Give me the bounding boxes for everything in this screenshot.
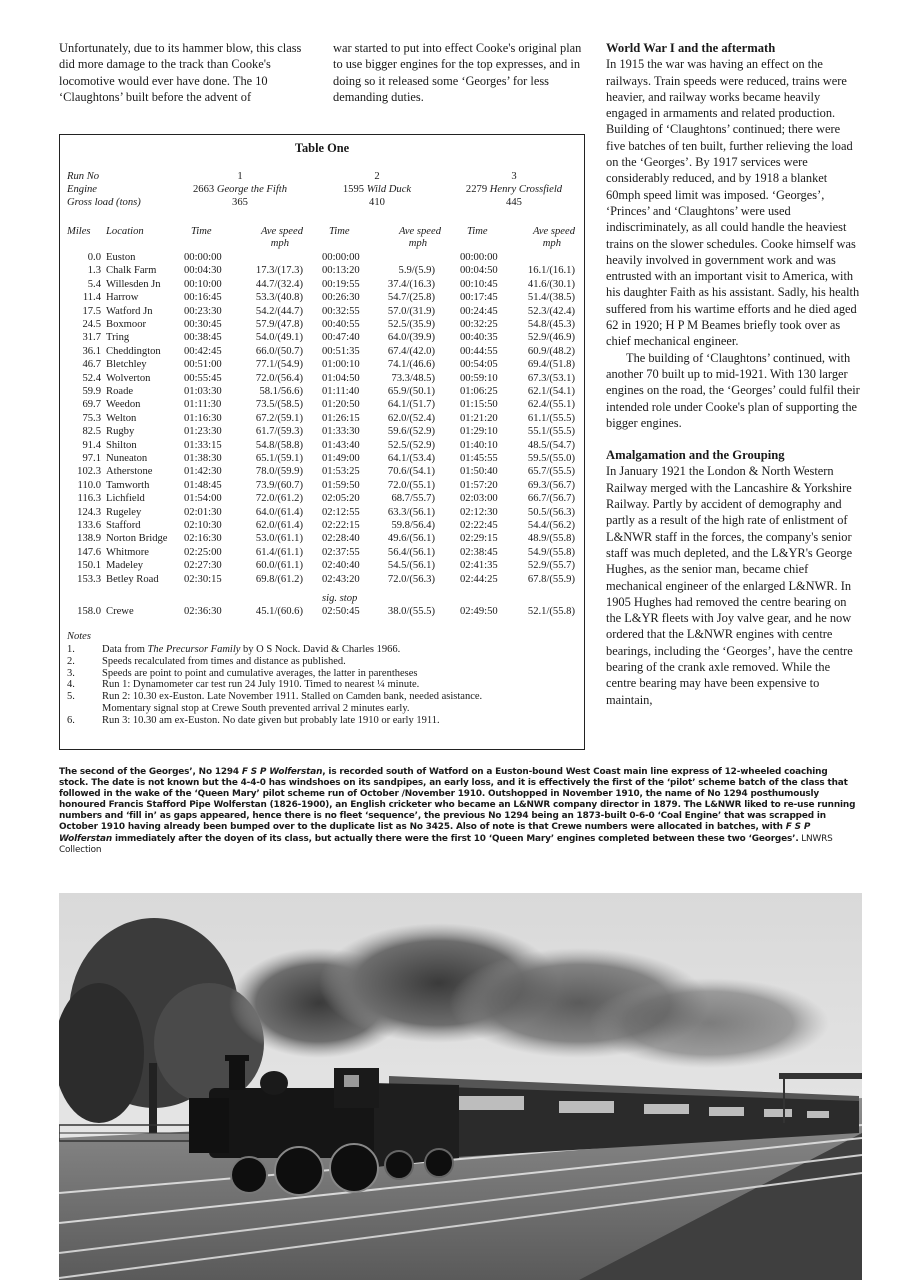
table-cell: 02:40:40: [322, 560, 360, 572]
table-cell: Lichfield: [106, 493, 145, 505]
table-cell: 00:10:00: [184, 278, 222, 290]
note-6: 6. Run 3: 10.30 am ex-Euston. No date given but probably late 1910 or early 1911.: [67, 714, 440, 726]
table-cell: 69.7: [82, 399, 101, 411]
table-cell: 54.8/(58.8): [255, 439, 303, 451]
table-cell: 69.3/(56.7): [527, 479, 575, 491]
table-cell: 52.5/(35.9): [387, 319, 435, 330]
dome: [260, 1071, 288, 1095]
table-cell: Welton: [106, 412, 137, 424]
table-cell: 37.4/(16.3): [387, 278, 435, 290]
table-cell: Chalk Farm: [106, 265, 157, 277]
table-cell: 5.4: [87, 278, 101, 290]
table-cell: 01:54:00: [184, 493, 222, 505]
table-cell: Atherstone: [106, 466, 153, 478]
paragraph-ww1: In 1915 the war was having an effect on the railways. Train speeds were reduced, trains were heavier, and railway works became heavily engaged in armaments and related production. Building of ‘Claughtons’ continued; there were five batches of ten built, further relieving the load on the ‘Georges’. By 1917 services were considerably reduced, and by 1918 a blanket 60mph speed limit was imposed. ‘Georges’, ‘Princes’ and ‘Claughtons’ were used indiscriminately, as all could handle the heaviest trains on the slower schedules. Cooke himself was heavily involved in government work and was entrusted with an important visit to America, with his daughter Faith as his assistant. Sadly, his health suffered from his wartime efforts and he died aged 62 in 1920; H P M Beames briefly took over as chief mechanical engineer.: [606, 57, 860, 349]
table-cell: 02:41:35: [460, 560, 498, 572]
table-cell: 1.3: [87, 265, 101, 277]
table-cell: 00:26:30: [322, 292, 360, 304]
table-cell: 52.9/(46.9): [527, 332, 575, 344]
table-cell: 01:04:50: [322, 372, 360, 384]
table-cell: 00:40:35: [460, 332, 498, 344]
table-cell: 62.4/(55.1): [527, 399, 575, 411]
table-cell: 02:16:30: [184, 533, 222, 545]
table-cell: 52.4: [82, 372, 101, 384]
table-cell: 02:28:40: [322, 533, 360, 545]
table-cell: 00:40:55: [322, 319, 360, 330]
section-heading-grouping: Amalgamation and the Grouping: [606, 448, 785, 463]
table-cell: 01:59:50: [322, 479, 360, 491]
table-cell: 36.1: [82, 345, 101, 357]
table-cell: 02:27:30: [184, 560, 222, 572]
paragraph-claughtons: The building of ‘Claughtons’ continued, with another 70 built up to mid-1921. With 130 larger engines on the road, the ‘Georges’ could fulfil their intended role under Cooke's plan of supporting the bigger engines.: [606, 350, 860, 430]
table-cell: 00:30:45: [184, 319, 222, 330]
table-cell: 00:54:05: [460, 359, 498, 371]
run-3-engine: 2279 Henry Crossfield: [465, 184, 563, 195]
table-cell: 153.3: [77, 573, 101, 585]
table-cell: Bletchley: [106, 359, 147, 371]
locomotive-photo-illustration: [59, 893, 862, 1280]
table-cell: 124.3: [77, 506, 101, 518]
table-cell: 00:04:30: [184, 265, 222, 277]
table-cell: 00:19:55: [322, 278, 360, 290]
table-cell: 72.0/(56.4): [255, 372, 303, 384]
table-cell: 01:38:30: [184, 453, 222, 464]
table-cell: 02:22:15: [322, 520, 360, 531]
table-cell: Crewe: [106, 606, 134, 617]
table-cell: 60.0/(61.1): [255, 560, 303, 572]
table-cell: 00:10:45: [460, 278, 498, 290]
table-cell: 67.3/(53.1): [527, 372, 575, 384]
table-cell: 00:51:00: [184, 359, 222, 371]
table-cell: 57.9/(47.8): [255, 319, 303, 330]
table-cell: 01:48:45: [184, 479, 222, 491]
table-cell: 54.0/(49.1): [255, 332, 303, 344]
intro-text-middle: war started to put into effect Cooke's original plan to use bigger engines for the top expresses, and in doing so it released some ‘Georges’ for less demanding duties.: [333, 41, 582, 104]
table-cell: 01:42:30: [184, 466, 222, 478]
table-cell: 48.5/(54.7): [527, 439, 575, 451]
table-cell: 56.4/(56.1): [387, 546, 435, 558]
table-cell: 00:32:25: [460, 319, 498, 330]
table-cell: Willesden Jn: [106, 278, 161, 290]
table-cell: 91.4: [82, 439, 101, 451]
table-cell: 46.7: [82, 359, 101, 371]
table-cell: 133.6: [77, 520, 101, 531]
table-cell: 5.9/(5.9): [398, 265, 435, 277]
table-cell: 24.5: [82, 319, 101, 330]
table-cell: 00:55:45: [184, 372, 222, 384]
table-cell: Rugby: [106, 426, 135, 438]
header-mph-3: mph: [542, 238, 561, 249]
table-cell: 59.5/(55.0): [527, 453, 575, 464]
table-cell: 01:40:10: [460, 439, 498, 451]
table-cell: 01:21:20: [460, 412, 498, 424]
table-cell: Tring: [106, 332, 130, 344]
label-run-no: Run No: [67, 171, 100, 182]
table-cell: 00:00:00: [322, 252, 360, 263]
table-cell: 54.9/(55.8): [527, 546, 575, 558]
table-cell: 57.0/(31.9): [387, 305, 435, 317]
note-3: 3. Speeds are point to point and cumulative averages, the latter in parentheses: [67, 667, 418, 679]
table-cell: 66.7/(56.7): [527, 493, 575, 505]
header-location: Location: [106, 226, 144, 237]
table-cell: 02:25:00: [184, 546, 222, 558]
table-cell: 02:29:15: [460, 533, 498, 545]
table-cell: 97.1: [82, 453, 101, 464]
table-cell: 61.4/(61.1): [255, 546, 303, 558]
table-cell: 48.9/(55.8): [527, 533, 575, 545]
table-cell: 00:38:45: [184, 332, 222, 344]
table-cell: 01:50:40: [460, 466, 498, 478]
table-cell: 51.4/(38.5): [527, 292, 575, 304]
run-1-number: 1: [237, 171, 243, 182]
table-cell: 01:49:00: [322, 453, 360, 464]
table-cell: 00:44:55: [460, 345, 498, 357]
note-5-continued: Momentary signal stop at Crewe South prevented arrival 2 minutes early.: [102, 702, 410, 714]
table-cell: 02:10:30: [184, 520, 222, 531]
table-cell: 00:24:45: [460, 305, 498, 317]
table-cell: 150.1: [77, 560, 101, 572]
table-cell: 01:29:10: [460, 426, 498, 438]
table-cell: 54.4/(56.2): [527, 520, 575, 531]
table-cell: 01:11:40: [322, 386, 360, 397]
table-cell: 02:50:45: [322, 606, 360, 617]
table-cell: 59.6/(52.9): [387, 426, 435, 438]
notes-title: Notes: [67, 631, 91, 642]
table-cell: 72.0/(55.1): [387, 479, 435, 491]
intro-text-left: Unfortunately, due to its hammer blow, this class did more damage to the track than Cooke's locomotive would ever have done. The 10 ‘Claughtons’ built before the advent of: [59, 41, 302, 104]
table-cell: 64.1/(53.4): [387, 453, 435, 464]
table-cell: 02:22:45: [460, 520, 498, 531]
table-cell: 68.7/55.7): [391, 493, 435, 505]
chimney: [229, 1058, 245, 1090]
table-cell: 54.5/(56.1): [387, 560, 435, 572]
table-cell: 02:38:45: [460, 546, 498, 558]
table-cell: 17.5: [82, 305, 101, 317]
table-cell: 69.8/(61.2): [255, 573, 303, 585]
table-cell: 52.1/(55.8): [527, 606, 575, 617]
table-cell: 64.0/(61.4): [255, 506, 303, 518]
table-cell: 49.6/(56.1): [387, 533, 435, 545]
table-cell: 65.1/(59.1): [255, 453, 303, 464]
table-cell: 62.0/(61.4): [255, 520, 303, 531]
header-time-1: Time: [191, 226, 212, 237]
table-cell: 00:59:10: [460, 372, 498, 384]
table-cell: 72.0/(61.2): [255, 493, 303, 505]
run-1-engine: 2663 George the Fifth: [192, 184, 288, 195]
table-cell: 00:00:00: [184, 252, 222, 263]
table-cell: Stafford: [106, 520, 141, 531]
photo-caption: The second of the Georges’, No 1294 F S P Wolferstan, is recorded south of Watford on a Euston-bound West Coast main line express of 12-wheeled coaching stock. The date is not known but the 4-4-0 has windshoes on its sandpipes, an early loss, and it is effectively the first of the ‘pilot’ scheme batch of the class that followed in the wake of the ‘Queen Mary’ pilot scheme run of October /November 1910. Outshopped in November 1910, the name of No 1294 posthumously honoured Francis Stafford Pipe Wolferstan (1826-1900), an English cricketer who became an L&NWR company director in 1879. The L&NWR liked to re-use running numbers and ‘fill in’ as gaps appeared, hence there is no fleet ‘sequence’, the previous No 1294 being an 1873-built 0-6-0 ‘Coal Engine’ that was scrapped in October 1910 having already been bumped over to the duplicate list as No 3425. Also of note is that Crewe numbers were allocated in batches, with F S P Wolferstan immediately after the doyen of its class, but actually there were the first 10 ‘Queen Mary’ engines completed between these two ‘Georges’. LNWRS Collection: [59, 767, 856, 855]
table-cell: Boxmoor: [106, 319, 147, 330]
table-cell: 44.7/(32.4): [255, 278, 303, 290]
table-cell: 41.6/(30.1): [527, 278, 575, 290]
table-cell: 01:06:25: [460, 386, 498, 397]
table-cell: 63.3/(56.1): [387, 506, 435, 518]
table-cell: 62.0/(52.4): [387, 412, 435, 424]
table-cell: 00:42:45: [184, 345, 222, 357]
table-cell: Whitmore: [106, 546, 149, 558]
note-1: 1. Data from The Precursor Family by O S Nock. David & Charles 1966.: [67, 644, 401, 655]
table-cell: 02:49:50: [460, 606, 498, 617]
table-cell: 11.4: [82, 292, 101, 304]
table-cell: 65.9/(50.1): [387, 386, 435, 397]
table-cell: 17.3/(17.3): [255, 265, 303, 277]
table-cell: 01:33:15: [184, 439, 222, 451]
table-cell: 01:33:30: [322, 426, 360, 438]
table-cell: 01:20:50: [322, 399, 360, 411]
table-cell: 01:26:15: [322, 412, 360, 424]
table-cell: 00:17:45: [460, 292, 498, 304]
table-cell: 70.6/(54.1): [387, 466, 435, 478]
table-cell: Roade: [106, 386, 134, 397]
table-cell: 00:00:00: [460, 252, 498, 263]
header-mph-2: mph: [408, 238, 427, 249]
table-cell: 53.3/(40.8): [255, 292, 303, 304]
signal-gantry: [779, 1073, 862, 1079]
table-cell: 78.0/(59.9): [255, 466, 303, 478]
table-title: Table One: [294, 141, 350, 155]
table-cell: 61.1/(55.5): [527, 412, 575, 424]
table-cell: Cheddington: [106, 345, 161, 357]
table-cell: 158.0: [77, 606, 101, 617]
sig-stop-note: sig. stop: [322, 593, 358, 604]
table-cell: Weedon: [106, 399, 141, 411]
header-time-2: Time: [329, 226, 350, 237]
table-cell: 77.1/(54.9): [255, 359, 303, 371]
header-miles: Miles: [67, 226, 91, 237]
table-cell: 02:12:55: [322, 506, 360, 518]
table-cell: 01:11:30: [184, 399, 222, 411]
table-cell: 62.1/(54.1): [527, 386, 575, 397]
note-2: 2. Speeds recalculated from times and distance as published.: [67, 655, 346, 667]
driving-wheel: [275, 1147, 323, 1195]
table-cell: 73.9/(60.7): [255, 479, 303, 491]
table-notes: [67, 631, 577, 727]
run-2-number: 2: [374, 171, 380, 182]
table-cell: 00:04:50: [460, 265, 498, 277]
table-cell: 01:45:55: [460, 453, 498, 464]
table-cell: 72.0/(56.3): [387, 573, 435, 585]
table-cell: 01:53:25: [322, 466, 360, 478]
bogie-wheel: [231, 1157, 267, 1193]
table-cell: 02:12:30: [460, 506, 498, 518]
table-cell: Wolverton: [106, 372, 151, 384]
table-cell: Harrow: [106, 292, 139, 304]
right-column: [606, 40, 862, 708]
table-cell: 01:16:30: [184, 412, 222, 424]
table-cell: 01:15:50: [460, 399, 498, 411]
table-cell: 61.7/(59.3): [255, 426, 303, 438]
paragraph-grouping: In January 1921 the London & North Western Railway merged with the Lancashire & Yorkshire Railway. Partly by accident of demography and partly as a result of the high rate of enlistment of L&NWR staff in the forces, the company's senior staff was much depleted, and the L&YR's George Hughes, as the senior man, became chief mechanical engineer of the enlarged L&NWR. In 1905 Hughes had removed the centre bearing on the L&YR fleets with Joy valve gear, and he now ordered that the L&NWR engines with centre bearings, including the ‘Georges’, have the centre bearing of the crank axle removed. While the centre bearing may have been expensive to maintain,: [606, 464, 853, 707]
table-cell: Rugeley: [106, 506, 142, 518]
header-time-3: Time: [467, 226, 488, 237]
table-cell: 38.0/(55.5): [387, 606, 435, 617]
table-cell: 67.2/(59.1): [255, 412, 303, 424]
table-cell: 73.3/48.5): [391, 372, 435, 384]
table-cell: 54.2/(44.7): [255, 305, 303, 317]
table-cell: Madeley: [106, 560, 144, 572]
table-cell: 01:00:10: [322, 359, 360, 371]
table-cell: 67.8/(55.9): [527, 573, 575, 585]
table-cell: 75.3: [82, 412, 101, 424]
cab: [334, 1068, 379, 1108]
table-cell: 59.8/56.4): [391, 520, 435, 531]
table-cell: 55.1/(55.5): [527, 426, 575, 438]
run-2-engine: 1595 Wild Duck: [342, 184, 412, 195]
table-cell: 02:43:20: [322, 573, 360, 585]
table-cell: 65.7/(55.5): [527, 466, 575, 478]
table-cell: 01:23:30: [184, 426, 222, 438]
table-cell: 64.1/(51.7): [387, 399, 435, 411]
table-cell: 58.1/56.6): [259, 386, 303, 397]
label-gross-load: Gross load (tons): [67, 197, 141, 208]
table-cell: 116.3: [77, 493, 101, 505]
table-cell: Nuneaton: [106, 453, 148, 464]
header-speed-3: Ave speed: [532, 226, 575, 237]
table-cell: 45.1/(60.6): [255, 606, 303, 617]
table-cell: 00:32:55: [322, 305, 360, 317]
note-5: 5. Run 2: 10.30 ex-Euston. Late November 1911. Stalled on Camden bank, needed asistance.: [67, 691, 483, 703]
locomotive-photo: [59, 893, 862, 1280]
table-cell: 16.1/(16.1): [527, 265, 575, 277]
header-speed-1: Ave speed: [260, 226, 303, 237]
table-cell: 60.9/(48.2): [527, 345, 575, 357]
table-cell: 54.8/(45.3): [527, 319, 575, 330]
table-cell: 00:47:40: [322, 332, 360, 344]
table-cell: 110.0: [77, 479, 101, 491]
table-cell: 69.4/(51.8): [527, 359, 575, 371]
table-cell: Norton Bridge: [106, 533, 168, 545]
table-cell: 02:44:25: [460, 573, 498, 585]
table-cell: 64.0/(39.9): [387, 332, 435, 344]
table-cell: 02:30:15: [184, 573, 222, 585]
run-1-load: 365: [232, 197, 248, 208]
table-cell: 102.3: [77, 466, 101, 478]
table-cell: 02:36:30: [184, 606, 222, 617]
table-cell: Watford Jn: [106, 305, 153, 317]
intro-column-middle: [333, 40, 585, 105]
table-cell: 02:05:20: [322, 493, 360, 505]
table-cell: Shilton: [106, 439, 137, 451]
table-cell: 00:51:35: [322, 345, 360, 357]
table-cell: 147.6: [77, 546, 101, 558]
table-cell: 54.7/(25.8): [387, 292, 435, 304]
table-cell: 01:03:30: [184, 386, 222, 397]
table-cell: 138.9: [77, 533, 101, 545]
table-cell: Tamworth: [106, 479, 150, 491]
table-cell: 52.9/(55.7): [527, 560, 575, 572]
table-cell: 0.0: [87, 252, 101, 263]
section-heading-ww1: World War I and the aftermath: [606, 41, 776, 55]
table-cell: 02:01:30: [184, 506, 222, 518]
intro-column-left: [59, 40, 311, 105]
table-cell: 52.5/(52.9): [387, 439, 435, 451]
table-cell: Euston: [106, 252, 136, 263]
table-cell: 67.4/(42.0): [387, 345, 435, 357]
table-cell: 01:57:20: [460, 479, 498, 491]
table-cell: 52.3/(42.4): [527, 305, 575, 317]
table-cell: 66.0/(50.7): [255, 345, 303, 357]
table-cell: 59.9: [82, 386, 101, 397]
photo-credit: LNWRS Collection: [59, 833, 833, 855]
table-cell: 53.0/(61.1): [255, 533, 303, 545]
label-engine: Engine: [67, 184, 98, 195]
table-cell: 73.5/(58.5): [255, 399, 303, 411]
table-cell: 02:37:55: [322, 546, 360, 558]
table-cell: 50.5/(56.3): [527, 506, 575, 518]
table-cell: 00:13:20: [322, 265, 360, 277]
table-cell: 00:16:45: [184, 292, 222, 304]
run-3-load: 445: [506, 197, 522, 208]
table-cell: 82.5: [82, 426, 101, 438]
header-speed-2: Ave speed: [398, 226, 441, 237]
table-cell: 74.1/(46.6): [387, 359, 435, 371]
run-3-number: 3: [511, 171, 517, 182]
table-one: [59, 134, 585, 750]
run-2-load: 410: [369, 197, 385, 208]
table-cell: 02:03:00: [460, 493, 498, 505]
table-cell: 00:23:30: [184, 305, 222, 317]
header-mph-1: mph: [270, 238, 289, 249]
note-4: 4. Run 1: Dynamometer car test run 24 July 1910. Timed to nearest ¼ minute.: [67, 679, 420, 691]
table-cell: 31.7: [82, 332, 101, 344]
table-cell: Betley Road: [106, 573, 159, 585]
table-cell: 01:43:40: [322, 439, 360, 451]
